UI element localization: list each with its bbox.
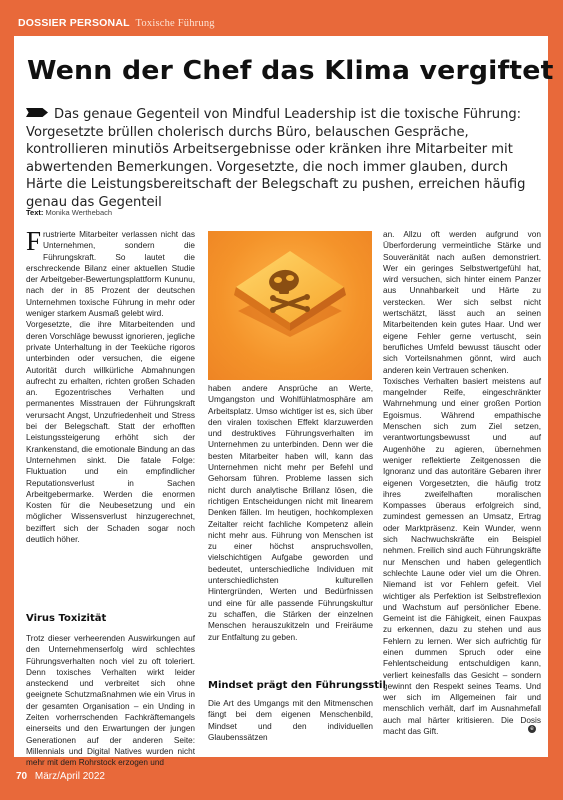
section-label: DOSSIER PERSONAL [18,17,130,29]
byline [26,208,112,217]
page-footer [16,771,105,782]
running-header [18,17,215,33]
article-page [14,36,554,768]
article-title: Wenn der Chef das Klima vergiftet [27,56,554,86]
end-of-article-icon: e [528,725,536,733]
column-2-continued [208,698,373,742]
toxic-illustration [208,231,372,380]
byline-author: Monika Werthebach [45,208,113,217]
arrow-icon [26,108,48,117]
byline-label: Text: [26,208,44,217]
paragraph: an. Allzu oft werden aufgrund von Überforderung vermeintliche Stärke und Souveränität nach außen demonstriert. Wer ein geringes Selbstwertgefühl hat, wird versuchen, sich hinter einem Panzer aus Unnahbarkeit und Härte zu verstecken. Wer sich selbst nicht wertschätzt, lässt auch an seinen Mitarbeitenden kein gutes Haar. Und wer eigene Fehler gerne vertuscht, sein berufliches Umfeld bewusst täuscht oder sich Vorteilsnahmen gönnt, wird auch anderen kein Vertrauen schenken. [383,230,541,375]
subheading-mindset: Mindset prägt den Führungsstil [208,680,386,691]
subheading-virus: Virus Toxizität [26,613,107,624]
column-2 [208,383,373,671]
lead-text: Das genaue Gegenteil von Mindful Leadership ist die toxische Führung: Vorgesetzte brüllen cholerisch durchs Büro, belauschen Gespräche, kontrollieren minutiös Arbeitsergebnisse oder kränken ihre Mitarbeiter mit abwertenden Bemerkungen. Vorgesetzte, die noch immer glauben, durch Härte die Leistungsbereitschaft der Belegschaft zu pushen, erreichen häufig genau das Gegenteil [26,107,526,210]
paragraph: haben andere Ansprüche an Werte, Umgangston und Wohlfühlatmosphäre am Arbeitsplatz. Umso wichtiger ist es, sich über den viralen toxischen Effekt klarzuwerden und destruktives Führungsverhalten im Unternehmen zu unterbinden. Denn wer die besten Mitarbeiter haben will, kann das Unternehmen nicht mehr per Befehl und Gehorsam führen. Probleme lassen sich nicht durch analytische Brillanz lösen, die richtigen Entscheidungen nicht mit linearem Denken fällen. Im heutigen, hochkomplexen Zeitalter reicht fachliche Kompetenz allein nicht mehr aus. Führung von Menschen ist zu einer höchst anspruchsvollen, vielschichtigen Aufgabe geworden und bedeutet, unterschiedliche Individuen mit unterschiedlichsten kulturellen Hintergründen, Werten und Bedürfnissen und eine für alle passende Führungskultur zu schaffen, die Stärken der einzelnen Menschen herauszukitzeln und Freiräume zur Entfaltung zu geben. [208,384,373,642]
paragraph: Toxisches Verhalten basiert meistens auf mangelnder Reife, eingeschränkter Wahrnehmung und einer großen Portion Egoismus. Während empathische Menschen sich zum Ziel setzen, verantwortungsbewusst und auf Augenhöhe zu agieren, übernehmen weniger reflektierte Zeitgenossen die Ignoranz und das autoritäre Gebaren ihrer eigenen Vorgesetzten, die häufig trotz ihres zweifelhaften moralischen Kompasses überaus erfolgreich sind, zumindest gemessen an Umsatz, Ertrag oder Marktpräsenz. Kein Wunder, wenn sich Nachwuchskräfte ein Beispiel nehmen. Freilich sind auch Führungskräfte nur Menschen und haben gelegentlich schlechte Laune oder viel um die Ohren. Niemand ist vor Fehlern gefeit. Viel wichtiger als Perfektion ist Selbstreflexion und Wachstum auf persönlicher Ebene. Gemeint ist die Fähigkeit, einen Fauxpas zu erkennen, dazu zu stehen und aus Fehlern zu lernen. Wer sich aufrichtig für einen dummen Spruch oder eine Fehlentscheidung entschuldigen kann, verliert keinesfalls das Gesicht – sondern gewinnt den Respekt seines Teams. Und wer sich im Allgemeinen fair und menschlich verhält, darf im Ausnahmefall auch mal härter kritisieren. Die Dosis macht das Gift. [383,376,541,737]
paragraph: Trotz dieser verheerenden Auswirkungen auf den Unternehmenserfolg wird schlechtes Führungsverhalten noch viel zu oft toleriert. Denn toxisches Verhalten wirkt leider ansteckend und verbreitet sich ohne geeignete Schutzmaßnahmen wie ein Virus in der gesamten Organisation – ein Unding in Zeiten vorherrschenden Fachkräftemangels einerseits und den Erwartungen der jungen Generationen auf der anderen Seite: Millennials und Digital Natives wurden nicht mehr mit dem Rohrstock erzogen und [26,634,195,768]
paragraph: Die Art des Umgangs mit den Mitmenschen fängt bei dem eigenen Menschenbild, Mindset und den individuellen Glaubenssätzen [208,699,373,742]
paragraph: Vorgesetzte, die ihre Mitarbeitenden und deren Vorschläge bewusst ignorieren, jegliche private Unterhaltung in der Teeküche rigoros unterbinden oder versuchen, die eigene Autorität durch willkürliche Abmahnungen aufrecht zu erhalten, richten großen Schaden an. Egozentrisches Verhalten und permanentes Misstrauen der Führungskraft verursacht Angst, Unzufriedenheit und Stress bei der Belegschaft. Statt der erhofften Leistungssteigerung erhöht sich der Krankenstand, die emotionale Bindung an das Unternehmen sinkt. Die fatale Folge: Fluktuation und ein empfindlicher Reputationsverlust in Sachen Arbeitgebermarke. Werden die enormen Kosten für die Neubesetzung und ein möglicher Wissensverlust hinzugerechnet, beziffert sich der Schaden sogar noch deutlich höher. [26,320,195,545]
page-number: 70 [16,771,28,782]
skull-crossbones-icon [208,231,372,380]
drop-cap: F [26,226,42,256]
paragraph: Frustrierte Mitarbeiter verlassen nicht das Unternehmen, sondern die Führungskraft. So lautet die erschreckende Bilanz einer aktuellen Studie der Arbeitgeber-Bewertungsplattform Kununu, nach der in 85 Prozent der deutschen Unternehmen toxische Führung in mehr oder weniger starkem Ausmaß gelebt wird. [26,226,195,319]
column-1-continued [26,633,195,768]
issue-label: März/April 2022 [34,771,105,782]
article-lead [26,106,538,212]
column-3 [383,229,541,737]
topic-label: Toxische Führung [135,18,215,29]
